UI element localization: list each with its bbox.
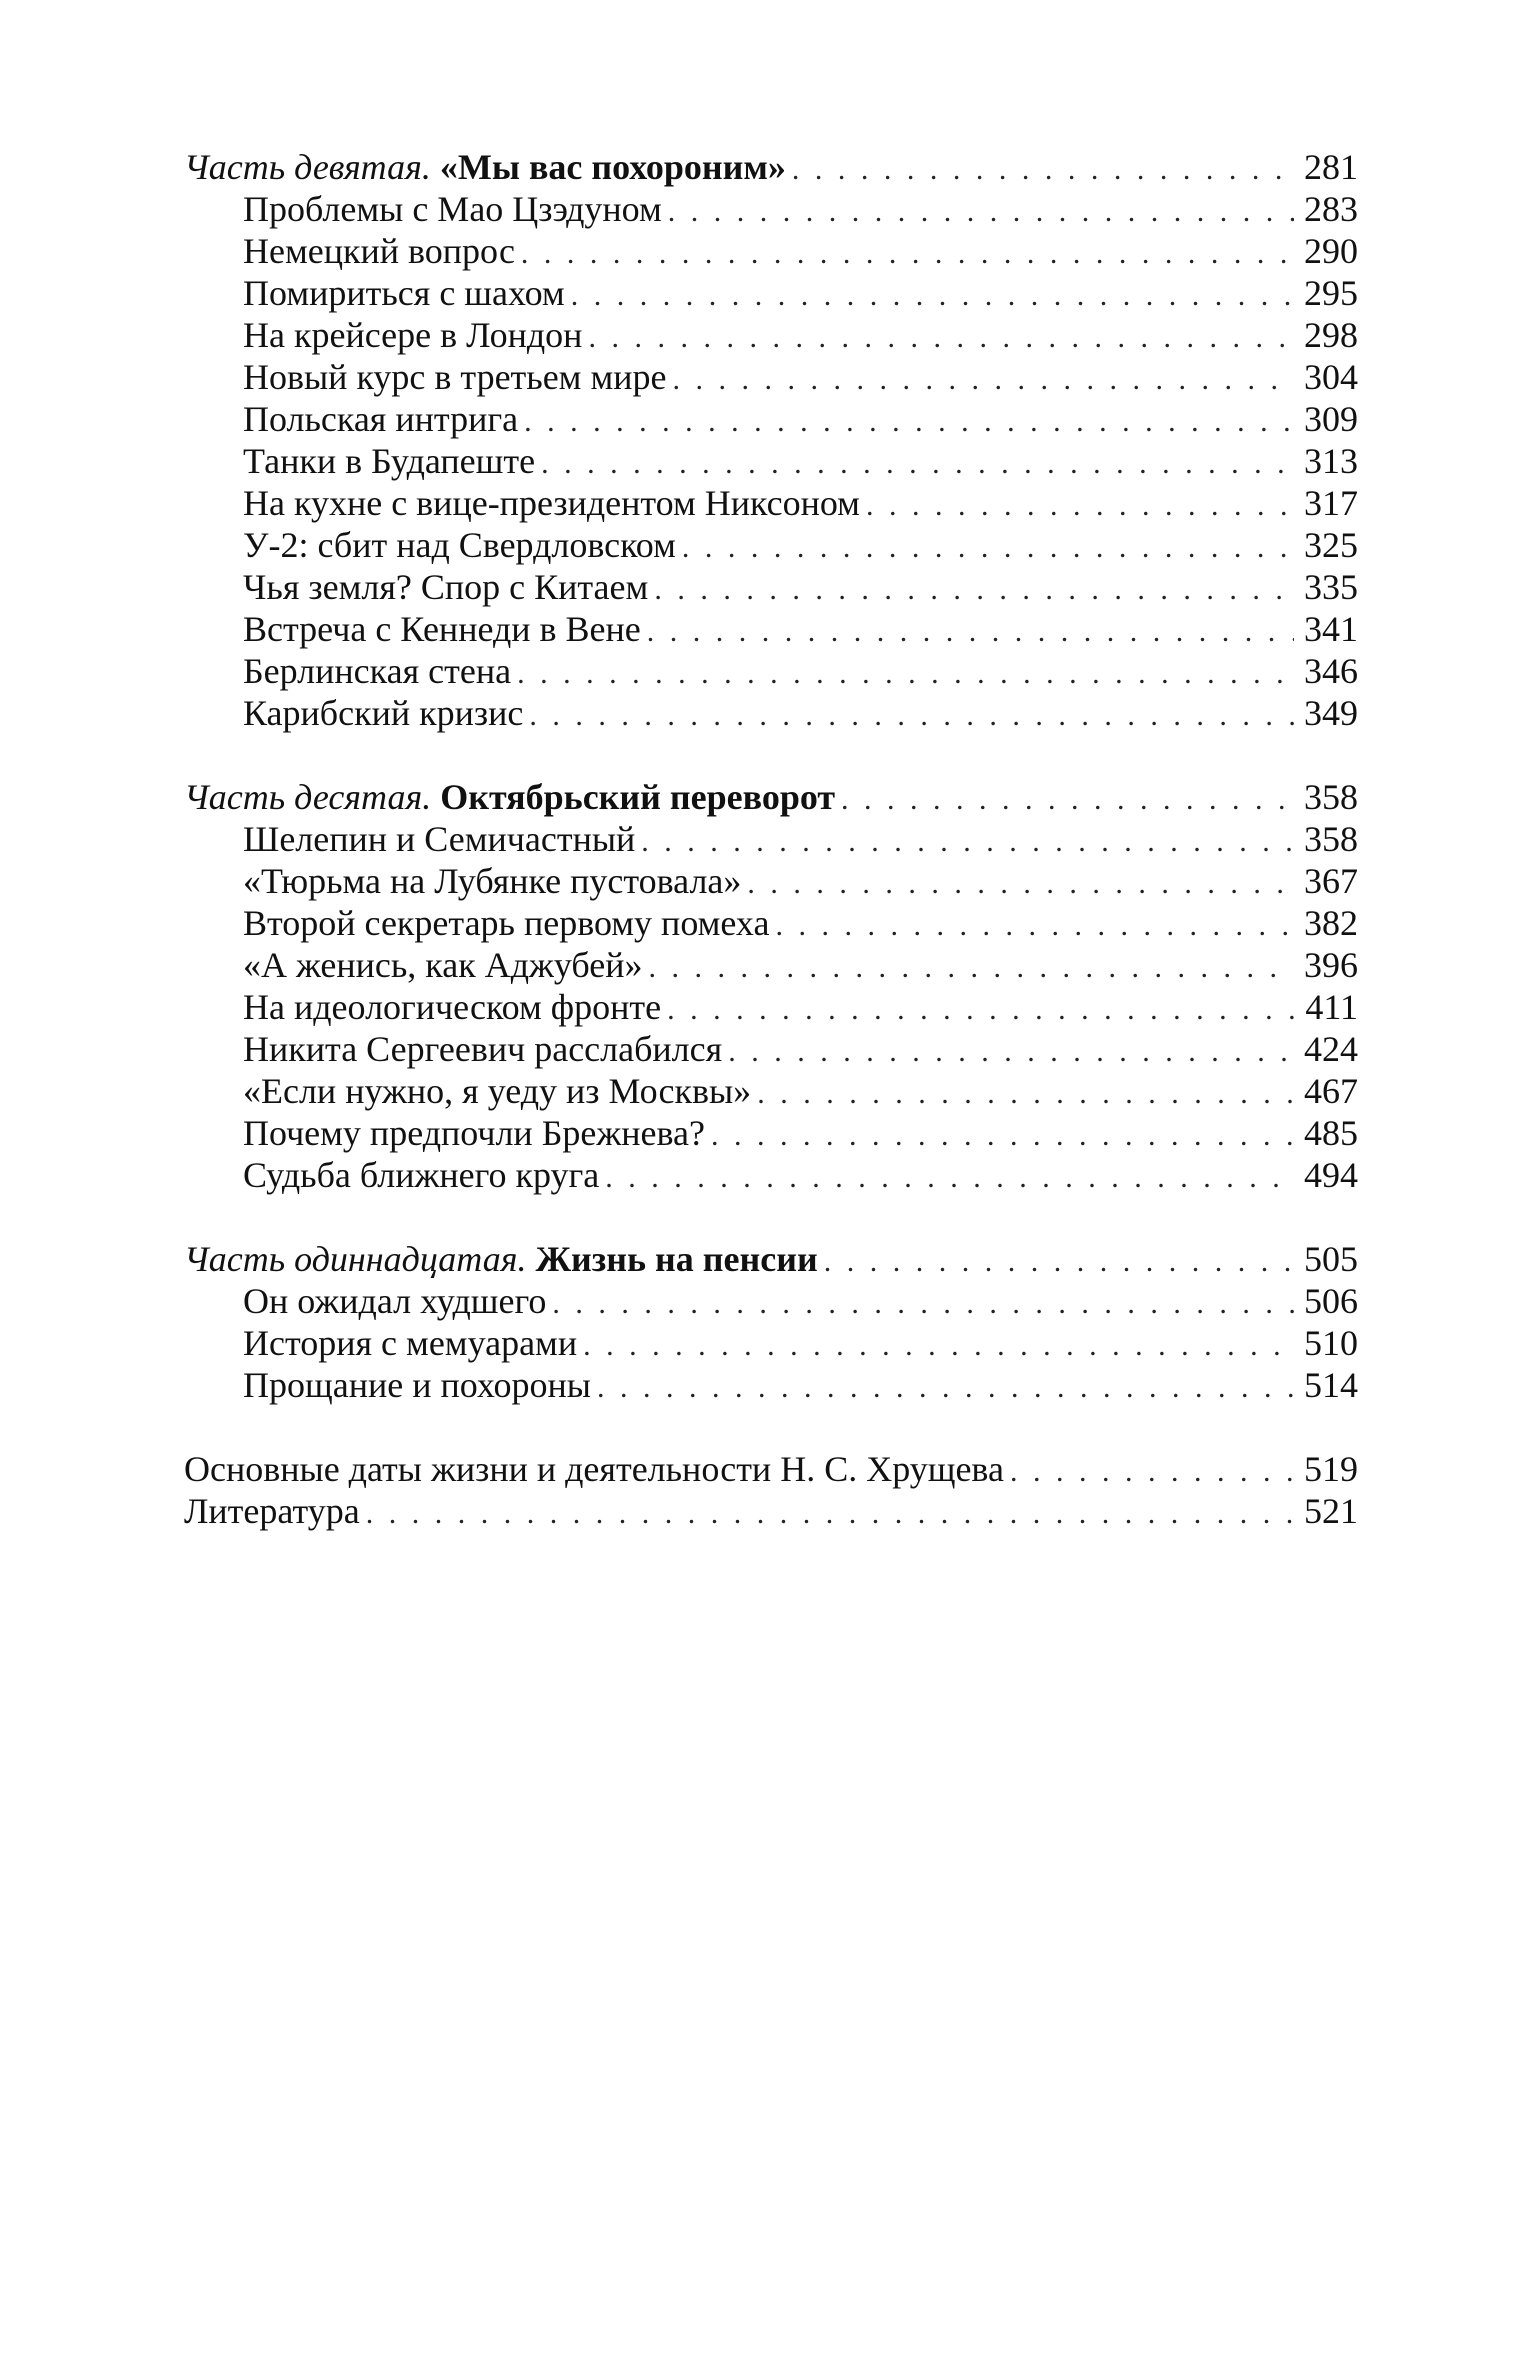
entry-title: На идеологическом фронте: [243, 987, 662, 1027]
dot-leader: [588, 317, 1294, 359]
entry-title: Почему предпочли Брежнева?: [243, 1113, 705, 1153]
page-number: 506: [1304, 1281, 1358, 1321]
toc-entry: [184, 272, 1358, 314]
dot-leader: [647, 611, 1294, 653]
dot-leader: [529, 695, 1294, 737]
section-spacer: [184, 1196, 1358, 1238]
dot-leader: [366, 1493, 1294, 1535]
toc-entry: [184, 692, 1358, 734]
entry-title: На крейсере в Лондон: [243, 315, 583, 355]
part-label: Часть одиннадцатая.: [184, 1239, 527, 1279]
toc-entry: [184, 1028, 1358, 1070]
page-number: 281: [1304, 147, 1358, 187]
toc-entry: [184, 650, 1358, 692]
toc-entry: [184, 356, 1358, 398]
entry-title: Польская интрига: [243, 399, 519, 439]
dot-leader: [711, 1115, 1294, 1157]
toc-entry: [184, 524, 1358, 566]
dot-leader: [747, 863, 1294, 905]
dot-leader: [517, 653, 1294, 695]
page-number: 467: [1304, 1071, 1358, 1111]
dot-leader: [597, 1367, 1294, 1409]
entry-title: Танки в Будапеште: [243, 441, 536, 481]
toc-appendix-entry: [184, 1448, 1358, 1490]
entry-title: Второй секретарь первому помеха: [243, 903, 770, 943]
page-number: 510: [1304, 1323, 1358, 1363]
page-number: 358: [1304, 777, 1358, 817]
toc-entry: [184, 1154, 1358, 1196]
entry-title: Судьба ближнего круга: [243, 1155, 600, 1195]
dot-leader: [728, 1031, 1294, 1073]
page-number: 382: [1304, 903, 1358, 943]
page-number: 304: [1304, 357, 1358, 397]
dot-leader: [1010, 1451, 1294, 1493]
dot-leader: [668, 191, 1294, 233]
page-number: 298: [1304, 315, 1358, 355]
toc-entry: [184, 1280, 1358, 1322]
toc-entry: [184, 188, 1358, 230]
part-title: «Мы вас похороним»: [439, 147, 786, 187]
part-title: Октябрьский переворот: [440, 777, 836, 817]
toc-entry: [184, 230, 1358, 272]
page-number: 349: [1304, 693, 1358, 733]
page-number: 396: [1304, 945, 1358, 985]
page-number: 519: [1304, 1449, 1358, 1489]
dot-leader: [866, 485, 1294, 527]
toc-entry: [184, 482, 1358, 524]
toc-entry: [184, 986, 1358, 1028]
toc-entry: [184, 440, 1358, 482]
page-number: 341: [1304, 609, 1358, 649]
entry-title: Новый курс в третьем мире: [243, 357, 667, 397]
page-number: 521: [1304, 1491, 1358, 1531]
toc-part-heading: [184, 1238, 1358, 1280]
entry-title: Прощание и похороны: [243, 1365, 591, 1405]
dot-leader: [841, 779, 1294, 821]
dot-leader: [654, 569, 1294, 611]
toc-entry: [184, 902, 1358, 944]
page-number: 358: [1304, 819, 1358, 859]
entry-title: «Если нужно, я уеду из Москвы»: [243, 1071, 752, 1111]
page-number: 367: [1304, 861, 1358, 901]
entry-title: Карибский кризис: [243, 693, 524, 733]
page-number: 283: [1304, 189, 1358, 229]
page-number: 313: [1304, 441, 1358, 481]
dot-leader: [541, 443, 1294, 485]
toc-appendix-entry: [184, 1490, 1358, 1532]
dot-leader: [649, 947, 1294, 989]
toc-entry: [184, 1112, 1358, 1154]
page-number: 295: [1304, 273, 1358, 313]
entry-title: Встреча с Кеннеди в Вене: [243, 609, 641, 649]
dot-leader: [571, 275, 1294, 317]
page-number: 485: [1304, 1113, 1358, 1153]
toc-part-heading: [184, 776, 1358, 818]
page-number: 411: [1305, 987, 1358, 1027]
entry-title: Основные даты жизни и деятельности Н. С. Хрущева: [184, 1449, 1004, 1489]
entry-title: Чья земля? Спор с Китаем: [243, 567, 649, 607]
toc-entry: [184, 566, 1358, 608]
entry-title: Литература: [184, 1491, 360, 1531]
page-number: 505: [1304, 1239, 1358, 1279]
entry-title: Никита Сергеевич расслабился: [243, 1029, 723, 1069]
part-title: Жизнь на пенсии: [535, 1239, 818, 1279]
toc-entry: [184, 608, 1358, 650]
toc-entry: [184, 1070, 1358, 1112]
toc-entry: [184, 944, 1358, 986]
part-label: Часть девятая.: [184, 147, 431, 187]
table-of-contents: [184, 146, 1358, 1532]
page-number: 335: [1304, 567, 1358, 607]
entry-title: «Тюрьма на Лубянке пустовала»: [243, 861, 742, 901]
page-number: 346: [1304, 651, 1358, 691]
page-number: 325: [1304, 525, 1358, 565]
entry-title: Немецкий вопрос: [243, 231, 515, 271]
entry-title: Берлинская стена: [243, 651, 512, 691]
toc-part-heading: [184, 146, 1358, 188]
dot-leader: [552, 1283, 1294, 1325]
section-spacer: [184, 1406, 1358, 1448]
toc-entry: [184, 314, 1358, 356]
dot-leader: [524, 401, 1294, 443]
toc-entry: [184, 818, 1358, 860]
entry-title: Проблемы с Мао Цзэдуном: [243, 189, 662, 229]
part-label: Часть десятая.: [184, 777, 432, 817]
toc-entry: [184, 1322, 1358, 1364]
entry-title: Помириться с шахом: [243, 273, 565, 313]
page-number: 424: [1304, 1029, 1358, 1069]
dot-leader: [682, 527, 1294, 569]
dot-leader: [667, 989, 1294, 1031]
dot-leader: [775, 905, 1294, 947]
page-number: 494: [1304, 1155, 1358, 1195]
entry-title: Он ожидал худшего: [243, 1281, 547, 1321]
page-number: 309: [1304, 399, 1358, 439]
page-number: 290: [1304, 231, 1358, 271]
entry-title: История с мемуарами: [243, 1323, 578, 1363]
dot-leader: [824, 1241, 1294, 1283]
section-spacer: [184, 734, 1358, 776]
entry-title: На кухне с вице-президентом Никсоном: [243, 483, 860, 523]
toc-entry: [184, 398, 1358, 440]
dot-leader: [673, 359, 1295, 401]
dot-leader: [605, 1157, 1294, 1199]
dot-leader: [641, 821, 1294, 863]
dot-leader: [583, 1325, 1294, 1367]
page-number: 317: [1304, 483, 1358, 523]
page-number: 514: [1304, 1365, 1358, 1405]
dot-leader: [792, 149, 1294, 191]
dot-leader: [757, 1073, 1294, 1115]
entry-title: Шелепин и Семичастный: [243, 819, 636, 859]
entry-title: «А женись, как Аджубей»: [243, 945, 643, 985]
toc-entry: [184, 860, 1358, 902]
toc-entry: [184, 1364, 1358, 1406]
entry-title: У-2: сбит над Свердловском: [243, 525, 676, 565]
dot-leader: [521, 233, 1294, 275]
